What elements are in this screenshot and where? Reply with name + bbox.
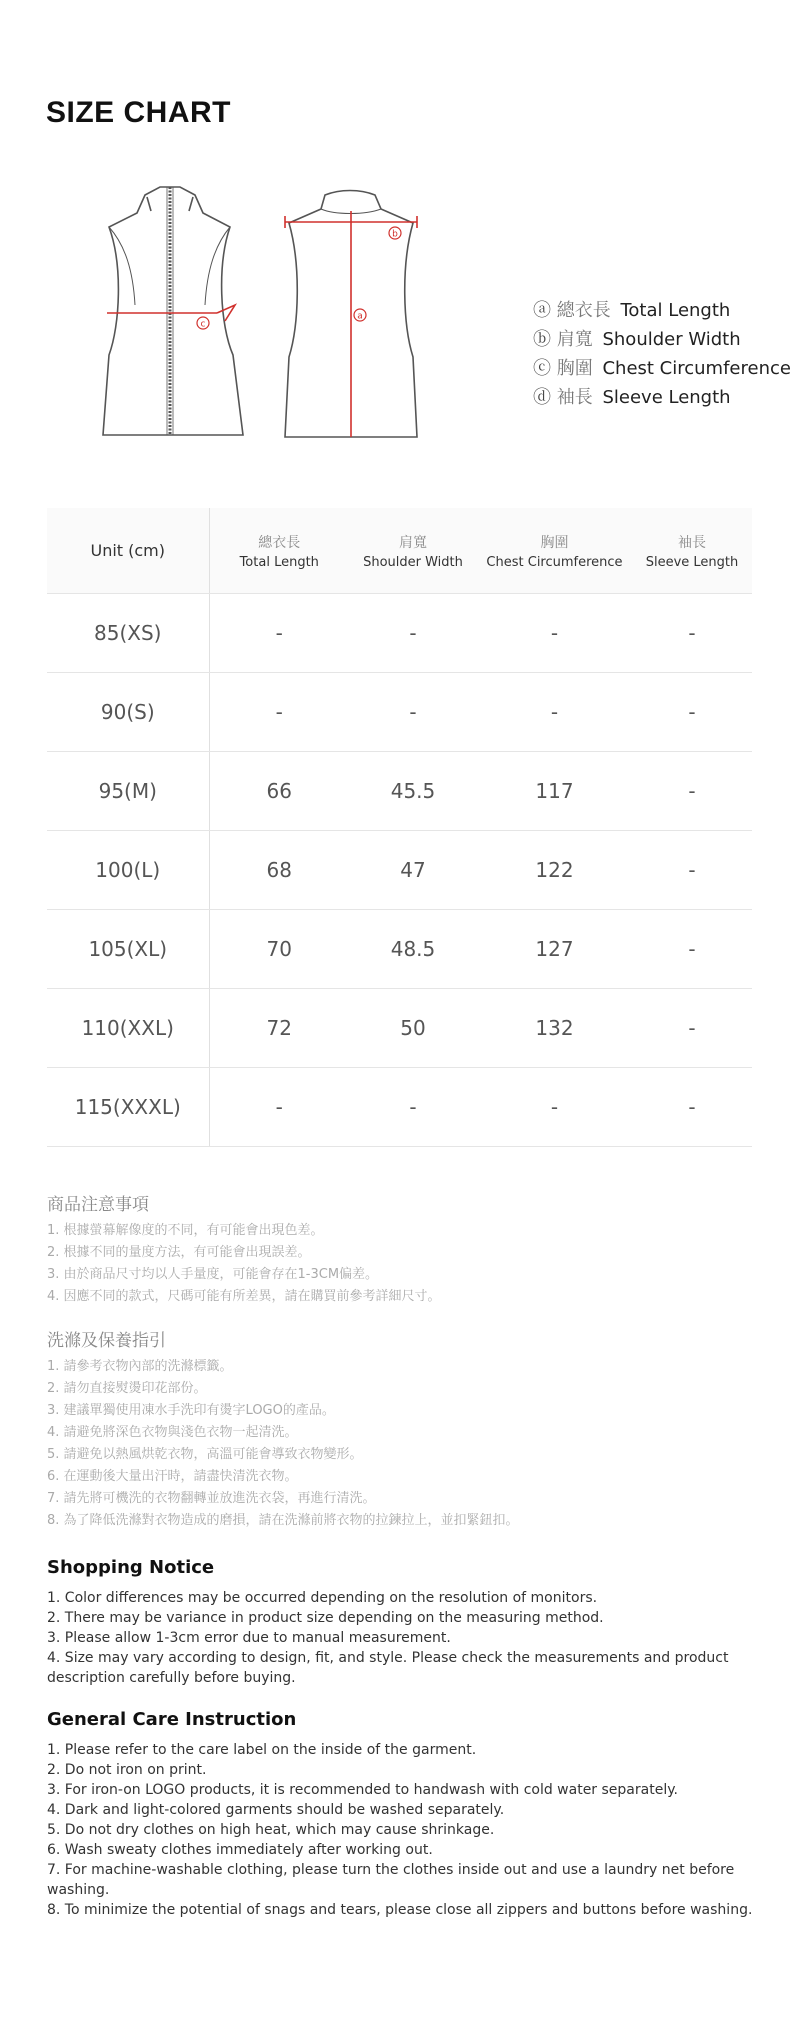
legend-item-sleeve-length (533, 383, 791, 412)
care-line: 1. 請參考衣物內部的洗滌標籤。 (47, 1359, 233, 1374)
table-row (47, 594, 752, 673)
shopping-notice-en (47, 1558, 757, 1688)
value-cell: 70 (209, 910, 349, 989)
value-cell: - (632, 910, 752, 989)
legend-mark: ⓑ (533, 329, 551, 350)
value-cell: - (349, 1068, 477, 1147)
value-cell: - (349, 594, 477, 673)
shopping-notice-zh (47, 1194, 757, 1308)
care-line: 3. 建議單獨使用凍水手洗印有燙字LOGO的產品。 (47, 1403, 335, 1418)
notice-line: 4. 因應不同的款式，尺碼可能有所差異，請在購買前參考詳細尺寸。 (47, 1289, 441, 1304)
notice-line: 1. Color differences may be occurred depending on the resolution of monitors. (47, 1590, 598, 1606)
care-instruction-en (47, 1710, 757, 1920)
value-cell: 48.5 (349, 910, 477, 989)
value-cell: 72 (209, 989, 349, 1068)
section-heading: Shopping Notice (47, 1557, 215, 1578)
value-cell: 122 (477, 831, 632, 910)
legend-zh: 肩寬 (556, 329, 593, 350)
col-header-en: Chest Circumference (486, 554, 623, 570)
col-header-zh: 總衣長 (258, 534, 301, 551)
care-line: 2. 請勿直接熨燙印花部份。 (47, 1381, 207, 1396)
value-cell: - (632, 989, 752, 1068)
size-table (47, 508, 752, 1147)
table-row (47, 673, 752, 752)
col-header-en: Shoulder Width (363, 554, 463, 570)
size-cell: 85(XS) (47, 594, 209, 673)
value-cell: - (209, 673, 349, 752)
legend-zh: 胸圍 (556, 358, 593, 379)
value-cell: - (209, 1068, 349, 1147)
value-cell: - (632, 1068, 752, 1147)
value-cell: - (477, 673, 632, 752)
table-row (47, 989, 752, 1068)
notice-line: 4. Size may vary according to design, fit, and style. Please check the measurements and product description carefully before buying. (47, 1650, 729, 1686)
value-cell: - (632, 594, 752, 673)
table-row (47, 831, 752, 910)
size-cell: 115(XXXL) (47, 1068, 209, 1147)
care-line: 8. 為了降低洗滌對衣物造成的磨損，請在洗滌前將衣物的拉鍊拉上，並扣緊鈕扣。 (47, 1513, 519, 1528)
value-cell: - (349, 673, 477, 752)
care-line: 8. To minimize the potential of snags and tears, please close all zippers and buttons before washing. (47, 1902, 753, 1918)
col-header-shoulder-width (349, 508, 477, 594)
care-line: 7. For machine-washable clothing, please turn the clothes inside out and use a laundry net before washing. (47, 1862, 735, 1898)
table-row (47, 752, 752, 831)
shoulder-marker-label: b (392, 229, 398, 240)
value-cell: 45.5 (349, 752, 477, 831)
care-line: 6. 在運動後大量出汗時，請盡快清洗衣物。 (47, 1469, 298, 1484)
size-cell: 100(L) (47, 831, 209, 910)
page-title: SIZE CHART (46, 96, 231, 129)
care-line: 1. Please refer to the care label on the inside of the garment. (47, 1742, 477, 1758)
value-cell: - (632, 831, 752, 910)
care-line: 5. Do not dry clothes on high heat, which may cause shrinkage. (47, 1822, 495, 1838)
legend-item-shoulder-width (533, 325, 791, 354)
size-cell: 90(S) (47, 673, 209, 752)
section-heading: General Care Instruction (47, 1709, 297, 1730)
col-header-sleeve-length (632, 508, 752, 594)
length-marker-label: a (357, 311, 363, 322)
legend-zh: 袖長 (556, 387, 593, 408)
unit-header: Unit (cm) (47, 508, 209, 594)
col-header-en: Total Length (239, 554, 319, 570)
legend-mark: ⓐ (533, 300, 551, 321)
value-cell: 66 (209, 752, 349, 831)
care-line: 7. 請先將可機洗的衣物翻轉並放進洗衣袋，再進行清洗。 (47, 1491, 376, 1506)
care-line: 4. 請避免將深色衣物與淺色衣物一起清洗。 (47, 1425, 298, 1440)
col-header-zh: 肩寬 (399, 534, 427, 551)
legend-en: Chest Circumference (602, 358, 791, 379)
value-cell: 117 (477, 752, 632, 831)
section-heading: 商品注意事項 (47, 1195, 149, 1215)
chest-marker-label: c (200, 319, 206, 330)
value-cell: 50 (349, 989, 477, 1068)
col-header-zh: 胸圍 (540, 534, 569, 551)
col-header-total-length (209, 508, 349, 594)
vest-diagram (95, 175, 455, 455)
notice-line: 2. 根據不同的量度方法，有可能會出現誤差。 (47, 1245, 311, 1260)
table-row (47, 910, 752, 989)
care-line: 2. Do not iron on print. (47, 1762, 207, 1778)
legend-en: Sleeve Length (602, 387, 731, 408)
legend-zh: 總衣長 (556, 300, 611, 321)
legend-mark: ⓒ (533, 358, 551, 379)
section-heading: 洗滌及保養指引 (47, 1331, 166, 1351)
legend-item-total-length (533, 296, 791, 325)
care-line: 3. For iron-on LOGO products, it is recommended to handwash with cold water separately. (47, 1782, 678, 1798)
col-header-zh: 袖長 (678, 534, 706, 551)
size-table-header (47, 508, 752, 594)
size-cell: 105(XL) (47, 910, 209, 989)
care-line: 4. Dark and light-colored garments should be washed separately. (47, 1802, 505, 1818)
value-cell: 127 (477, 910, 632, 989)
legend-en: Shoulder Width (602, 329, 741, 350)
notice-line: 3. Please allow 1-3cm error due to manual measurement. (47, 1630, 451, 1646)
measurement-legend (533, 296, 791, 412)
value-cell: 132 (477, 989, 632, 1068)
size-cell: 110(XXL) (47, 989, 209, 1068)
value-cell: - (209, 594, 349, 673)
legend-en: Total Length (620, 300, 731, 321)
col-header-en: Sleeve Length (645, 554, 739, 570)
care-line: 6. Wash sweaty clothes immediately after working out. (47, 1842, 433, 1858)
notice-line: 1. 根據螢幕解像度的不同，有可能會出現色差。 (47, 1223, 324, 1238)
notice-line: 2. There may be variance in product size depending on the measuring method. (47, 1610, 604, 1626)
value-cell: - (632, 752, 752, 831)
size-cell: 95(M) (47, 752, 209, 831)
value-cell: - (477, 1068, 632, 1147)
value-cell: 47 (349, 831, 477, 910)
care-instruction-zh (47, 1330, 757, 1532)
value-cell: - (632, 673, 752, 752)
notice-line: 3. 由於商品尺寸均以人手量度，可能會存在1-3CM偏差。 (47, 1267, 379, 1282)
value-cell: 68 (209, 831, 349, 910)
legend-mark: ⓓ (533, 387, 551, 408)
legend-item-chest-circumference (533, 354, 791, 383)
col-header-chest-circumference (477, 508, 632, 594)
care-line: 5. 請避免以熱風烘乾衣物，高溫可能會導致衣物變形。 (47, 1447, 363, 1462)
value-cell: - (477, 594, 632, 673)
table-row (47, 1068, 752, 1147)
